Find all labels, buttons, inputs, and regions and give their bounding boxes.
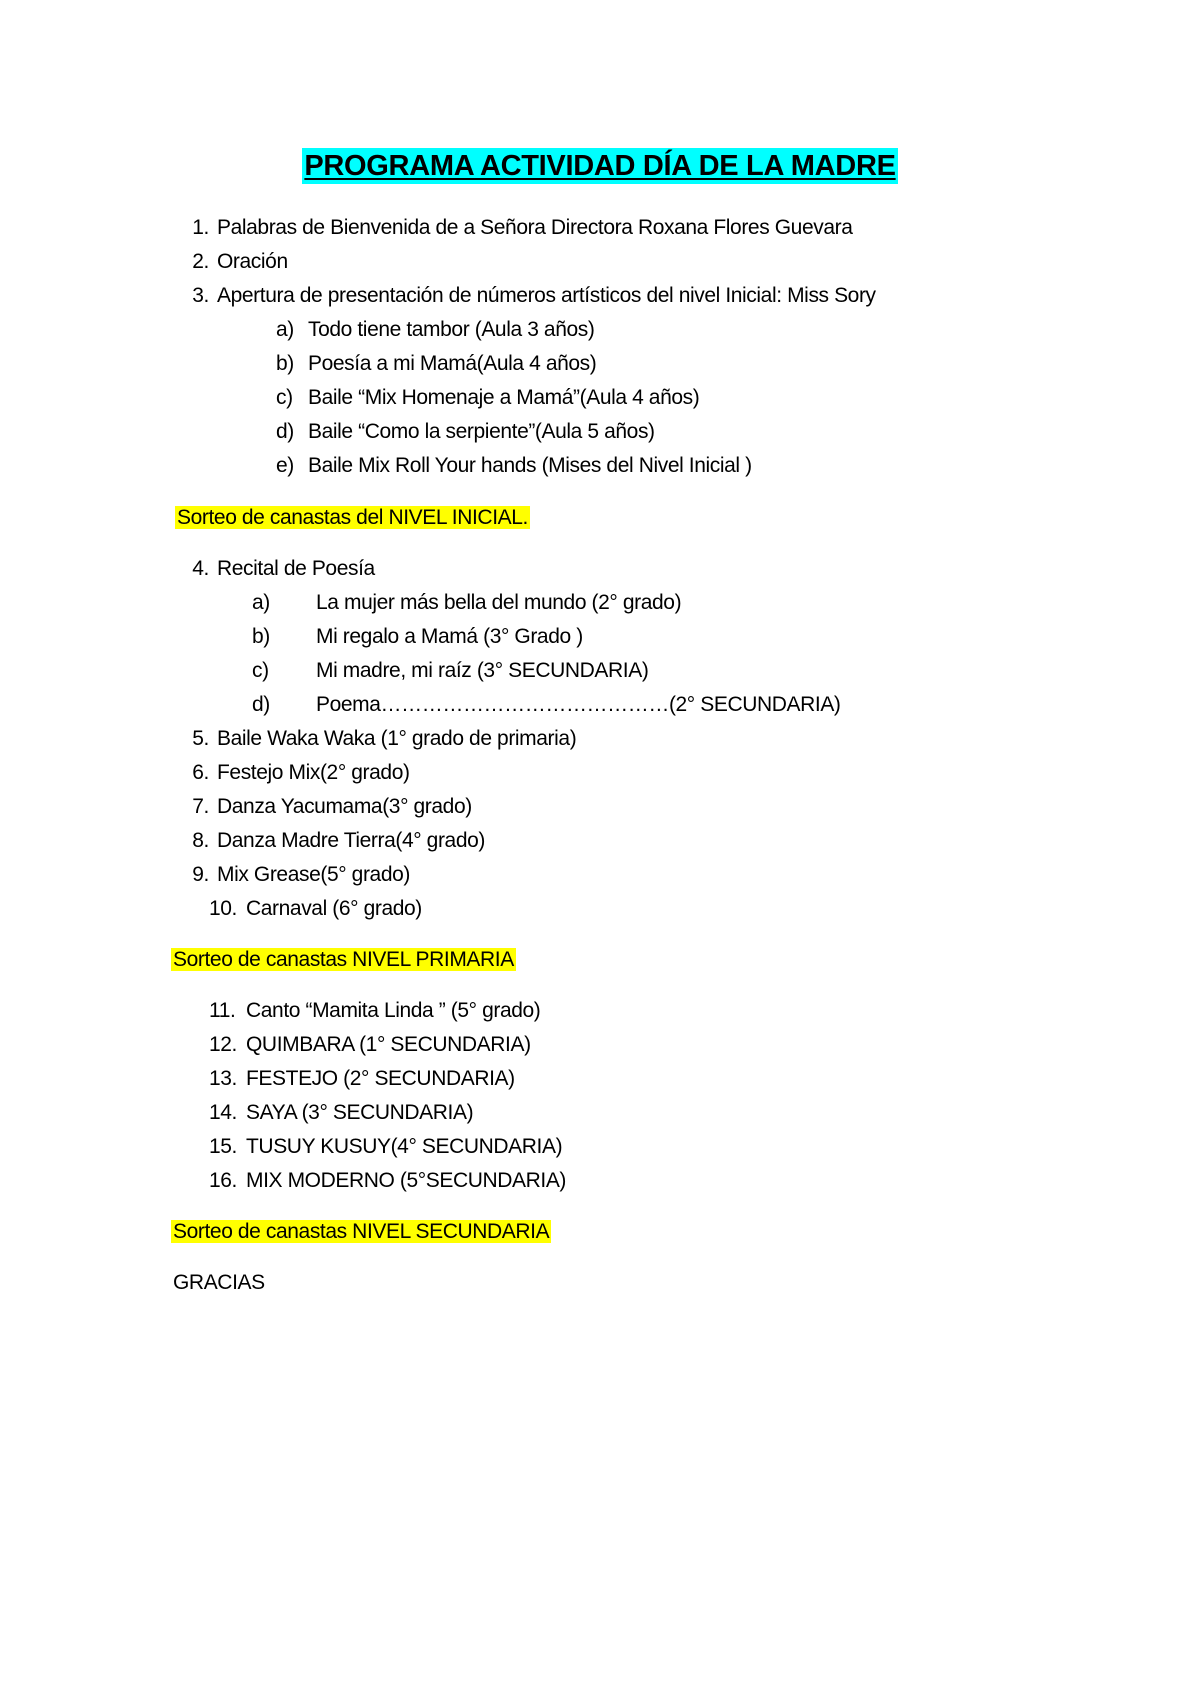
list-item — [170, 794, 472, 820]
section-highlight: Sorteo de canastas del NIVEL INICIAL. — [177, 506, 528, 529]
sub-list-text: La mujer más bella del mundo (2° grado) — [316, 591, 682, 614]
list-number: 12. — [209, 1033, 237, 1056]
list-item — [170, 215, 852, 241]
list-text: Carnaval (6° grado) — [246, 897, 422, 920]
list-number: 14. — [209, 1101, 237, 1124]
list-item — [170, 249, 288, 275]
list-text: Canto “Mamita Linda ” (5° grado) — [246, 999, 541, 1022]
list-number: 11. — [209, 999, 236, 1022]
list-text: FESTEJO (2° SECUNDARIA) — [246, 1067, 515, 1090]
sub-list-item — [276, 419, 655, 445]
list-number: 15. — [209, 1135, 237, 1158]
sub-list-text: Todo tiene tambor (Aula 3 años) — [308, 318, 595, 341]
sub-list-letter: a) — [276, 318, 294, 341]
sub-list-text: Poema……………………………………(2° SECUNDARIA) — [316, 693, 841, 716]
section-heading-primaria — [171, 947, 516, 973]
sub-list-text: Poesía a mi Mamá(Aula 4 años) — [308, 352, 597, 375]
list-text: Festejo Mix(2° grado) — [217, 761, 410, 784]
sub-list-item — [252, 624, 583, 650]
list-text: SAYA (3° SECUNDARIA) — [246, 1101, 474, 1124]
list-number: 6. — [192, 761, 209, 784]
list-item — [170, 862, 410, 888]
sub-list-item — [252, 692, 841, 718]
section-heading-inicial — [175, 505, 530, 531]
list-text: Mix Grease(5° grado) — [217, 863, 410, 886]
sub-list-item — [276, 351, 596, 377]
sub-list-item — [276, 453, 752, 479]
closing-text: GRACIAS — [173, 1271, 265, 1294]
list-item — [209, 896, 422, 922]
list-number: 2. — [192, 250, 209, 273]
sub-list-text: Baile “Mix Homenaje a Mamá”(Aula 4 años) — [308, 386, 700, 409]
list-text: Danza Madre Tierra(4° grado) — [217, 829, 485, 852]
list-number: 3. — [192, 284, 209, 307]
sub-list-text: Baile Mix Roll Your hands (Mises del Nivel Inicial ) — [308, 454, 752, 477]
list-text: Oración — [217, 250, 288, 273]
list-text: Danza Yacumama(3° grado) — [217, 795, 472, 818]
sub-list-letter: b) — [276, 352, 294, 375]
list-item — [170, 726, 576, 752]
section-heading-secundaria — [171, 1219, 551, 1245]
sub-list-letter: b) — [252, 625, 270, 648]
list-number: 13. — [209, 1067, 237, 1090]
list-text: MIX MODERNO (5°SECUNDARIA) — [246, 1169, 567, 1192]
list-number: 7. — [192, 795, 209, 818]
list-text: QUIMBARA (1° SECUNDARIA) — [246, 1033, 531, 1056]
list-item — [209, 1100, 473, 1126]
sub-list-letter: a) — [252, 591, 270, 614]
sub-list-letter: c) — [252, 659, 269, 682]
list-number: 8. — [192, 829, 209, 852]
sub-list-item — [276, 317, 594, 343]
list-item — [209, 1134, 562, 1160]
sub-list-text: Baile “Como la serpiente”(Aula 5 años) — [308, 420, 655, 443]
list-text: TUSUY KUSUY(4° SECUNDARIA) — [246, 1135, 563, 1158]
list-number: 4. — [192, 557, 209, 580]
sub-list-letter: c) — [276, 386, 293, 409]
sub-list-item — [252, 658, 648, 684]
list-item — [170, 283, 876, 309]
list-item — [209, 1066, 515, 1092]
document-title: PROGRAMA ACTIVIDAD DÍA DE LA MADRE — [304, 150, 896, 182]
sub-list-text: Mi regalo a Mamá (3° Grado ) — [316, 625, 583, 648]
list-item — [170, 828, 485, 854]
list-text: Recital de Poesía — [217, 557, 375, 580]
title-container — [0, 148, 1200, 184]
list-item — [209, 1032, 531, 1058]
section-highlight: Sorteo de canastas NIVEL PRIMARIA — [173, 948, 514, 971]
sub-list-letter: e) — [276, 454, 294, 477]
sub-list-item — [276, 385, 699, 411]
list-item — [209, 1168, 566, 1194]
list-number: 1. — [192, 216, 209, 239]
list-number: 10. — [209, 897, 237, 920]
sub-list-item — [252, 590, 681, 616]
sub-list-text: Mi madre, mi raíz (3° SECUNDARIA) — [316, 659, 649, 682]
sub-list-letter: d) — [252, 693, 270, 716]
list-text: Palabras de Bienvenida de a Señora Directora Roxana Flores Guevara — [217, 216, 853, 239]
list-item — [170, 556, 375, 582]
list-number: 9. — [192, 863, 209, 886]
list-text: Baile Waka Waka (1° grado de primaria) — [217, 727, 577, 750]
list-item — [170, 760, 410, 786]
sub-list-letter: d) — [276, 420, 294, 443]
list-number: 16. — [209, 1169, 237, 1192]
list-number: 5. — [192, 727, 209, 750]
list-text: Apertura de presentación de números artísticos del nivel Inicial: Miss Sory — [217, 284, 876, 307]
section-highlight: Sorteo de canastas NIVEL SECUNDARIA — [173, 1220, 550, 1243]
list-item — [209, 998, 540, 1024]
